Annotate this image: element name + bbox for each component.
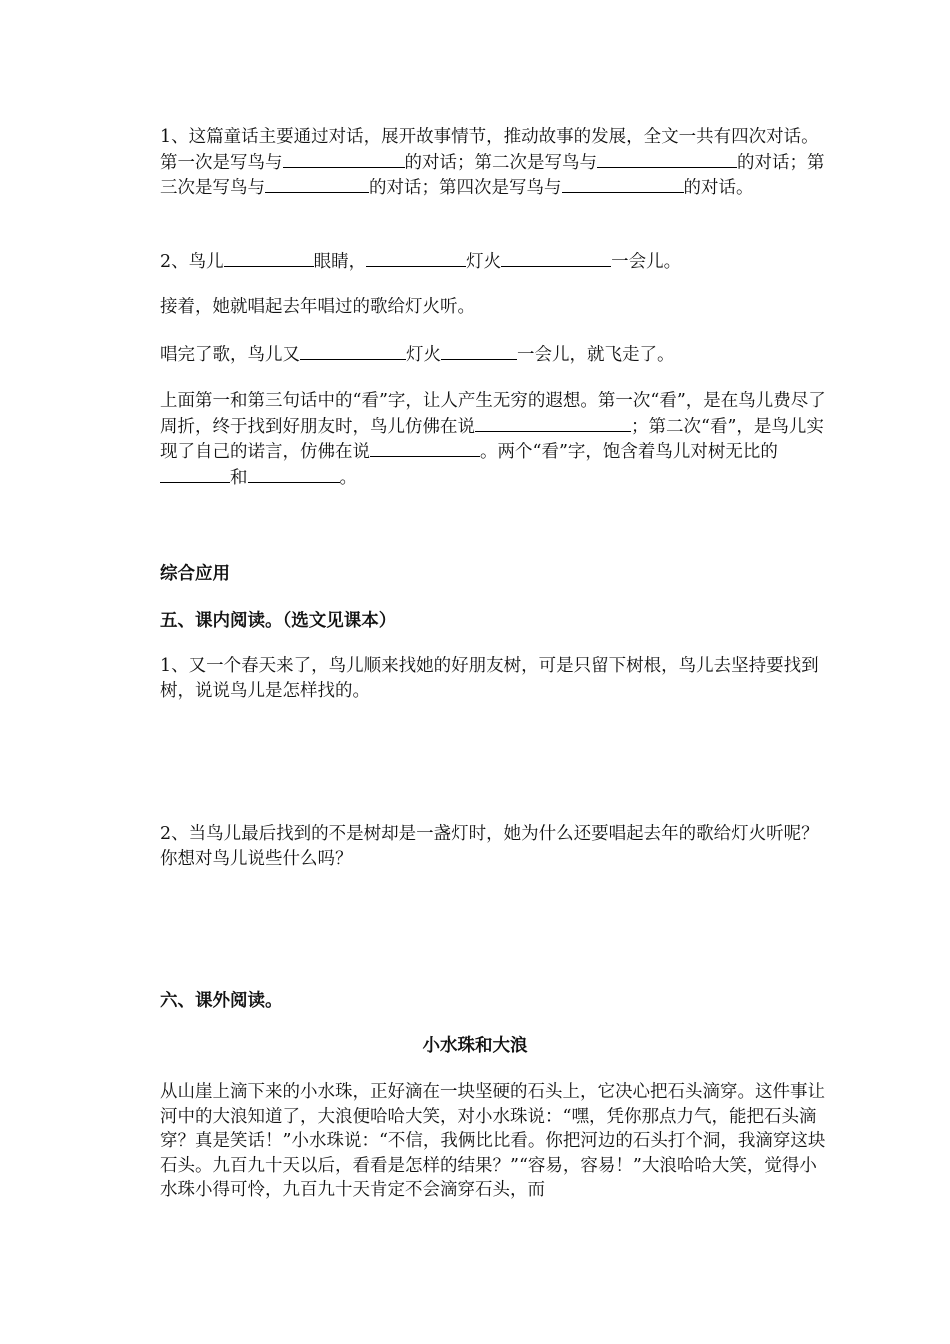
after-text-b: 灯火 [406,345,441,365]
heading-section-six: 六、课外阅读。 [160,991,283,1011]
q1-blank-2[interactable] [597,150,737,168]
q2-text-a: 2、鸟儿 [160,252,224,272]
look-text-b: ；第二次“看”，是鸟儿实现了自己的诺言，仿佛在说 [160,416,824,462]
q2-text-b: 眼睛， [313,252,367,272]
q2-blank-3[interactable] [501,249,611,267]
look-text-c: 。两个“看”字，饱含着鸟儿对树无比的 [480,442,778,462]
after-text-a: 唱完了歌，鸟儿又 [160,345,300,365]
q1-text-a: 1、这篇童话主要通过对话，展开故事情节，推动故事的发展，全文一共有四次对话。第一次是写鸟与 [160,127,819,173]
q1-text-c: 的对话；第三次是写鸟与 [160,152,825,198]
look-blank-4[interactable] [248,465,340,483]
line-then: 接着，她就唱起去年唱过的歌给灯火听。 [160,297,475,317]
q2-text-c: 灯火 [466,252,502,272]
question-1 [142,125,830,201]
q1-blank-1[interactable] [283,150,405,168]
after-blank-2[interactable] [441,342,517,360]
q1-text-e: 的对话。 [683,178,754,198]
story-text: 从山崖上滴下来的小水珠，正好滴在一块坚硬的石头上，它决心把石头滴穿。这件事让河中的大浪知道了，大浪便哈哈大笑，对小水珠说：“嘿，凭你那点力气，能把石头滴穿？真是笑话！”小水珠说：“不信，我俩比比看。你把河边的石头打个洞，我滴穿这块石头。九百九十天以后，看看是怎样的结果？”“容易，容易！”大浪哈哈大笑，觉得小水珠小得可怜，九百九十天肯定不会滴穿石头，而 [160,1082,826,1200]
after-blank-1[interactable] [300,342,406,360]
q2-blank-1[interactable] [224,249,314,267]
look-blank-1[interactable] [475,414,631,432]
q1-text-b: 的对话；第二次是写鸟与 [404,152,597,173]
heading-apply: 综合应用 [160,564,230,584]
look-blank-3[interactable] [160,465,230,483]
after-text-c: 一会儿，就飞走了。 [517,345,675,365]
q1-text-d: 的对话；第四次是写鸟与 [369,178,562,198]
story-title: 小水珠和大浪 [422,1036,528,1056]
section-five-question-2: 2、当鸟儿最后找到的不是树却是一盏灯时，她为什么还要唱起去年的歌给灯火听呢？你想对鸟儿说些什么吗？ [160,824,819,869]
look-text-d: 和 [230,467,248,488]
paragraph-look [142,389,830,490]
q2-blank-2[interactable] [366,249,466,267]
look-blank-2[interactable] [370,439,480,457]
q1-blank-4[interactable] [562,175,684,193]
q1-blank-3[interactable] [265,175,369,193]
question-2 [142,249,830,275]
section-five-question-1: 1、又一个春天来了，鸟儿顺来找她的好朋友树，可是只留下树根，鸟儿去坚持要找到树，说说鸟儿是怎样找的。 [160,656,819,701]
line-after-song [142,342,830,368]
heading-section-five: 五、课内阅读。（选文见课本） [160,611,397,631]
look-text-a: 上面第一和第三句话中的“看”字，让人产生无穷的遐想。第一次“看”，是在鸟儿费尽了周折，终于找到好朋友时，鸟儿仿佛在说 [160,391,826,437]
q2-text-d: 一会儿。 [611,252,682,272]
look-text-e: 。 [339,467,357,488]
